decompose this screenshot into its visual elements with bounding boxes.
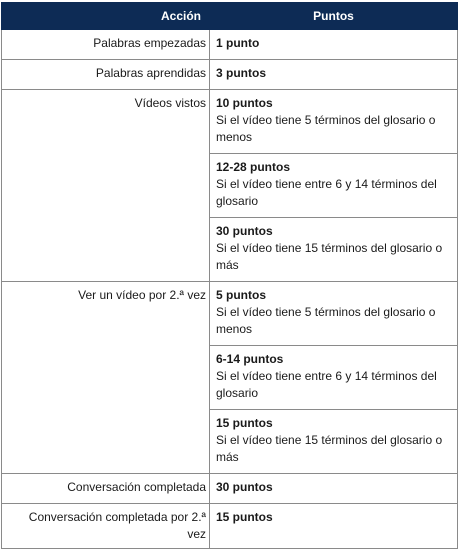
header-action: Acción bbox=[2, 3, 210, 30]
action-cell: Ver un vídeo por 2.ª vez bbox=[2, 282, 210, 474]
points-note: Si el vídeo tiene 15 términos del glosario o más bbox=[216, 433, 443, 464]
table-row bbox=[2, 504, 458, 549]
action-cell: Conversación completada bbox=[2, 474, 210, 504]
table-row bbox=[2, 282, 458, 346]
points-cell bbox=[210, 282, 458, 346]
points-value: 12-28 puntos bbox=[216, 160, 291, 174]
points-cell bbox=[210, 346, 458, 410]
points-value: 15 puntos bbox=[216, 416, 273, 430]
points-note: Si el vídeo tiene entre 6 y 14 términos del glosario bbox=[216, 369, 437, 400]
points-value: 5 puntos bbox=[216, 288, 266, 302]
action-cell: Conversación completada por 2.ª vez bbox=[2, 504, 210, 549]
points-cell bbox=[210, 218, 458, 282]
table-row bbox=[2, 474, 458, 504]
table-row bbox=[2, 90, 458, 154]
points-value: 3 puntos bbox=[216, 66, 266, 80]
points-cell bbox=[210, 504, 458, 549]
points-cell bbox=[210, 30, 458, 60]
points-note: Si el vídeo tiene 5 términos del glosario o menos bbox=[216, 113, 436, 144]
table-header-row bbox=[2, 3, 458, 30]
points-value: 30 puntos bbox=[216, 480, 273, 494]
table-body bbox=[2, 30, 458, 549]
points-value: 6-14 puntos bbox=[216, 352, 284, 366]
table-row bbox=[2, 30, 458, 60]
header-points: Puntos bbox=[210, 3, 458, 30]
points-value: 10 puntos bbox=[216, 96, 273, 110]
points-table bbox=[1, 2, 458, 549]
points-value: 15 puntos bbox=[216, 510, 273, 524]
action-cell: Palabras empezadas bbox=[2, 30, 210, 60]
action-cell: Vídeos vistos bbox=[2, 90, 210, 282]
points-cell bbox=[210, 90, 458, 154]
points-note: Si el vídeo tiene entre 6 y 14 términos del glosario bbox=[216, 177, 437, 208]
points-cell bbox=[210, 60, 458, 90]
points-note: Si el vídeo tiene 15 términos del glosario o más bbox=[216, 241, 443, 272]
action-cell: Palabras aprendidas bbox=[2, 60, 210, 90]
points-value: 1 punto bbox=[216, 36, 260, 50]
table-row bbox=[2, 60, 458, 90]
points-cell bbox=[210, 410, 458, 474]
points-cell bbox=[210, 154, 458, 218]
points-note: Si el vídeo tiene 5 términos del glosario o menos bbox=[216, 305, 436, 336]
points-cell bbox=[210, 474, 458, 504]
points-value: 30 puntos bbox=[216, 224, 273, 238]
